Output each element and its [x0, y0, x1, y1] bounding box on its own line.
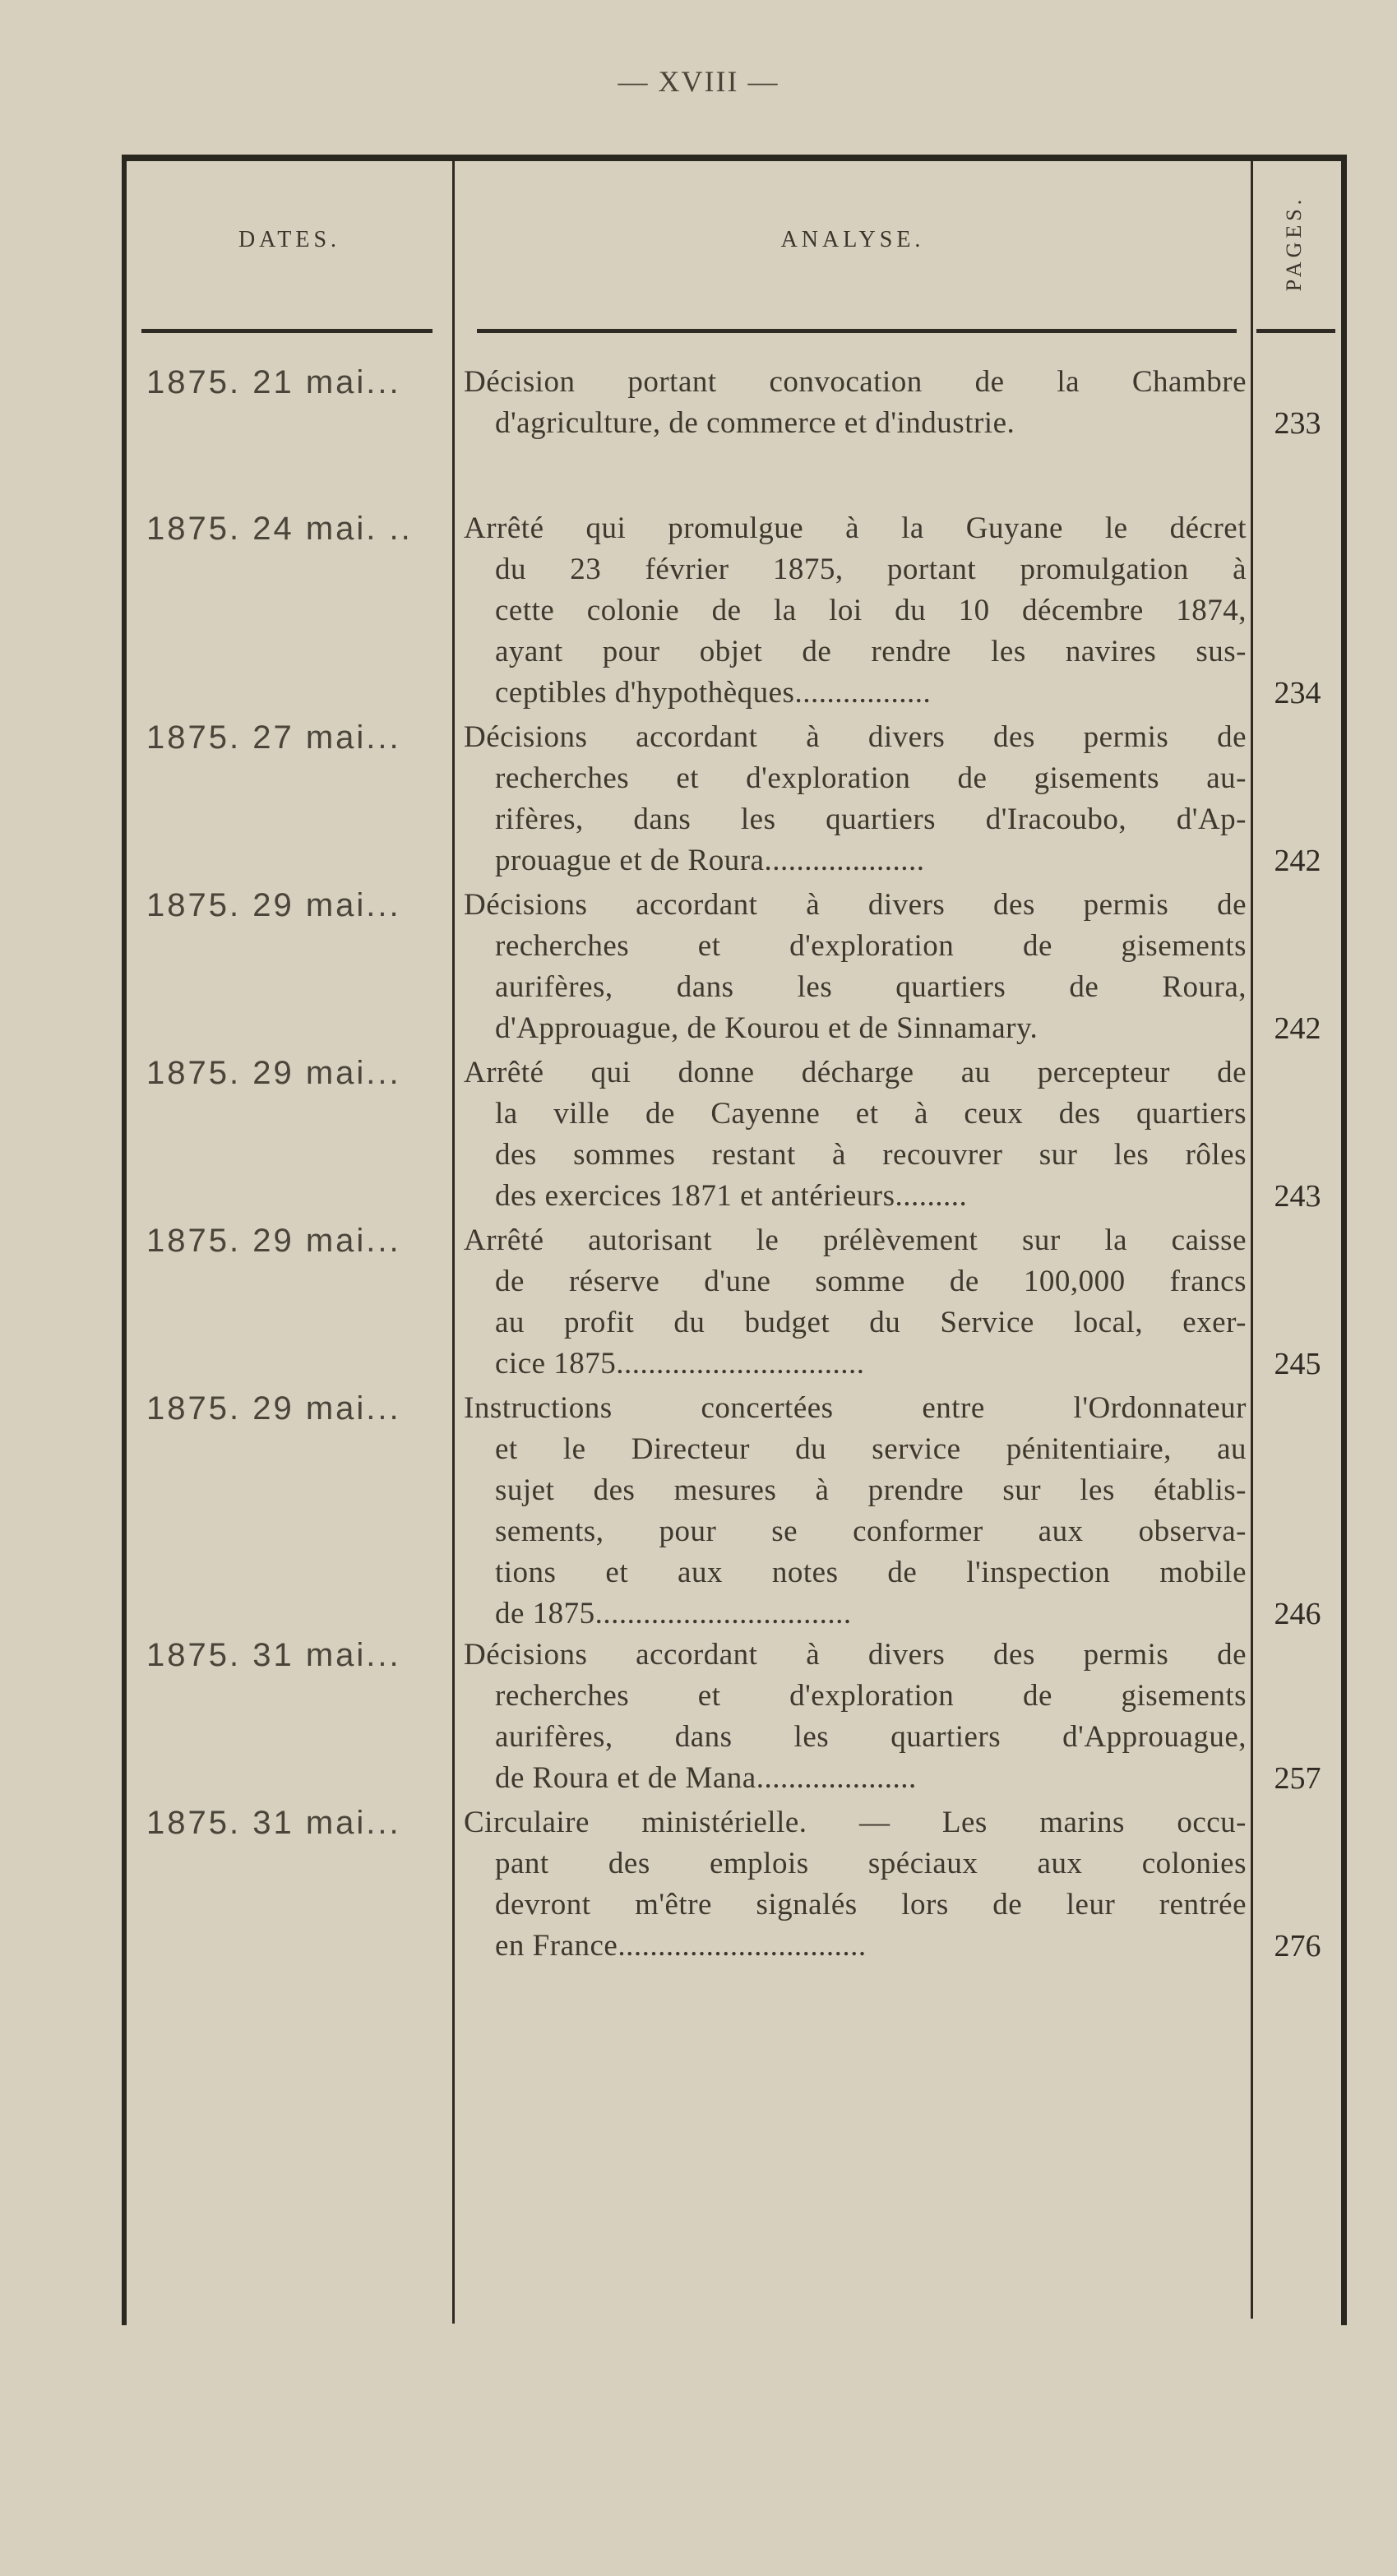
analysis-line: de 1875................................	[495, 1597, 852, 1630]
entry-date: 1875. 31 mai...	[146, 1805, 401, 1841]
entry-date: 1875. 21 mai...	[146, 364, 401, 400]
analysis-line: Instructions concertées entre l'Ordonnateur	[464, 1391, 1247, 1425]
entry-analysis	[464, 1052, 1247, 1217]
entry-page-number: 276	[1274, 1929, 1321, 1963]
index-table	[122, 155, 1347, 2325]
analysis-line: recherches et d'exploration de gisements au-	[495, 761, 1247, 795]
analysis-line: Arrêté qui donne décharge au percepteur de	[464, 1056, 1247, 1089]
analysis-line: recherches et d'exploration de gisements	[495, 929, 1247, 963]
entry-page-number: 243	[1274, 1179, 1321, 1214]
analysis-line: devront m'être signalés lors de leur rentrée	[495, 1888, 1247, 1922]
analysis-line: de réserve d'une somme de 100,000 francs	[495, 1265, 1247, 1298]
entry-date: 1875. 29 mai...	[146, 1223, 401, 1259]
entry-analysis	[464, 1802, 1247, 1967]
analysis-line: tions et aux notes de l'inspection mobile	[495, 1556, 1247, 1589]
entry-date: 1875. 24 mai. ..	[146, 511, 413, 547]
analysis-line: d'agriculture, de commerce et d'industrie.	[495, 406, 1015, 440]
analysis-line: des sommes restant à recouvrer sur les rôles	[495, 1138, 1247, 1172]
analysis-line: la ville de Cayenne et à ceux des quartiers	[495, 1097, 1247, 1131]
entry-date: 1875. 29 mai...	[146, 1055, 401, 1091]
analysis-line: en France...............................	[495, 1929, 867, 1963]
entry-page-number: 246	[1274, 1597, 1321, 1631]
column-header-pages: PAGES.	[1282, 195, 1306, 292]
analysis-line: pant des emplois spéciaux aux colonies	[495, 1847, 1247, 1880]
analysis-line: ceptibles d'hypothèques.................	[495, 676, 932, 710]
column-divider-dates	[452, 161, 455, 2324]
page-folio: — XVIII —	[618, 65, 779, 98]
header-rule-pages	[1256, 329, 1335, 333]
analysis-line: Décision portant convocation de la Chambre	[464, 365, 1247, 399]
entry-analysis	[464, 717, 1247, 881]
entry-analysis	[464, 1220, 1247, 1385]
analysis-line: Arrêté qui promulgue à la Guyane le décret	[464, 511, 1247, 545]
analysis-line: d'Approuague, de Kourou et de Sinnamary.	[495, 1011, 1038, 1045]
analysis-line: de Roura et de Mana....................	[495, 1761, 917, 1795]
analysis-line: prouague et de Roura....................	[495, 844, 925, 877]
analysis-line: Circulaire ministérielle. — Les marins occu-	[464, 1806, 1247, 1839]
analysis-line: aurifères, dans les quartiers d'Approuague,	[495, 1720, 1247, 1754]
analysis-line: Décisions accordant à divers des permis de	[464, 1638, 1247, 1672]
analysis-line: ayant pour objet de rendre les navires sus-	[495, 635, 1247, 668]
column-header-dates: DATES.	[238, 227, 341, 252]
entry-page-number: 242	[1274, 844, 1321, 878]
header-rule-dates	[141, 329, 433, 333]
header-rule-analysis	[477, 329, 1237, 333]
analysis-line: sements, pour se conformer aux observa-	[495, 1515, 1247, 1548]
analysis-line: Arrêté autorisant le prélèvement sur la caisse	[464, 1223, 1247, 1257]
analysis-line: Décisions accordant à divers des permis de	[464, 888, 1247, 922]
analysis-line: sujet des mesures à prendre sur les établis-	[495, 1473, 1247, 1507]
entry-date: 1875. 31 mai...	[146, 1637, 401, 1673]
entry-date: 1875. 27 mai...	[146, 719, 401, 756]
analysis-line: cice 1875...............................	[495, 1347, 865, 1380]
entry-analysis	[464, 885, 1247, 1049]
column-header-analysis: ANALYSE.	[780, 227, 925, 252]
entry-analysis	[464, 1635, 1247, 1799]
entry-date: 1875. 29 mai...	[146, 887, 401, 923]
analysis-line: des exercices 1871 et antérieurs.........	[495, 1179, 968, 1213]
analysis-line: aurifères, dans les quartiers de Roura,	[495, 970, 1247, 1004]
analysis-line: du 23 février 1875, portant promulgation à	[495, 553, 1247, 586]
entry-page-number: 257	[1274, 1761, 1321, 1796]
entry-page-number: 245	[1274, 1347, 1321, 1381]
entry-page-number: 233	[1274, 406, 1321, 441]
analysis-line: au profit du budget du Service local, exer-	[495, 1306, 1247, 1339]
entry-page-number: 234	[1274, 676, 1321, 710]
column-divider-pages	[1251, 161, 1253, 2319]
analysis-line: et le Directeur du service pénitentiaire, au	[495, 1432, 1247, 1466]
entry-page-number: 242	[1274, 1011, 1321, 1046]
analysis-line: rifères, dans les quartiers d'Iracoubo, d'Ap-	[495, 802, 1247, 836]
entry-analysis	[464, 508, 1247, 714]
analysis-line: cette colonie de la loi du 10 décembre 1874,	[495, 594, 1247, 627]
entry-analysis	[464, 362, 1247, 444]
analysis-line: recherches et d'exploration de gisements	[495, 1679, 1247, 1713]
entry-analysis	[464, 1388, 1247, 1635]
entry-date: 1875. 29 mai...	[146, 1390, 401, 1427]
analysis-line: Décisions accordant à divers des permis de	[464, 720, 1247, 754]
